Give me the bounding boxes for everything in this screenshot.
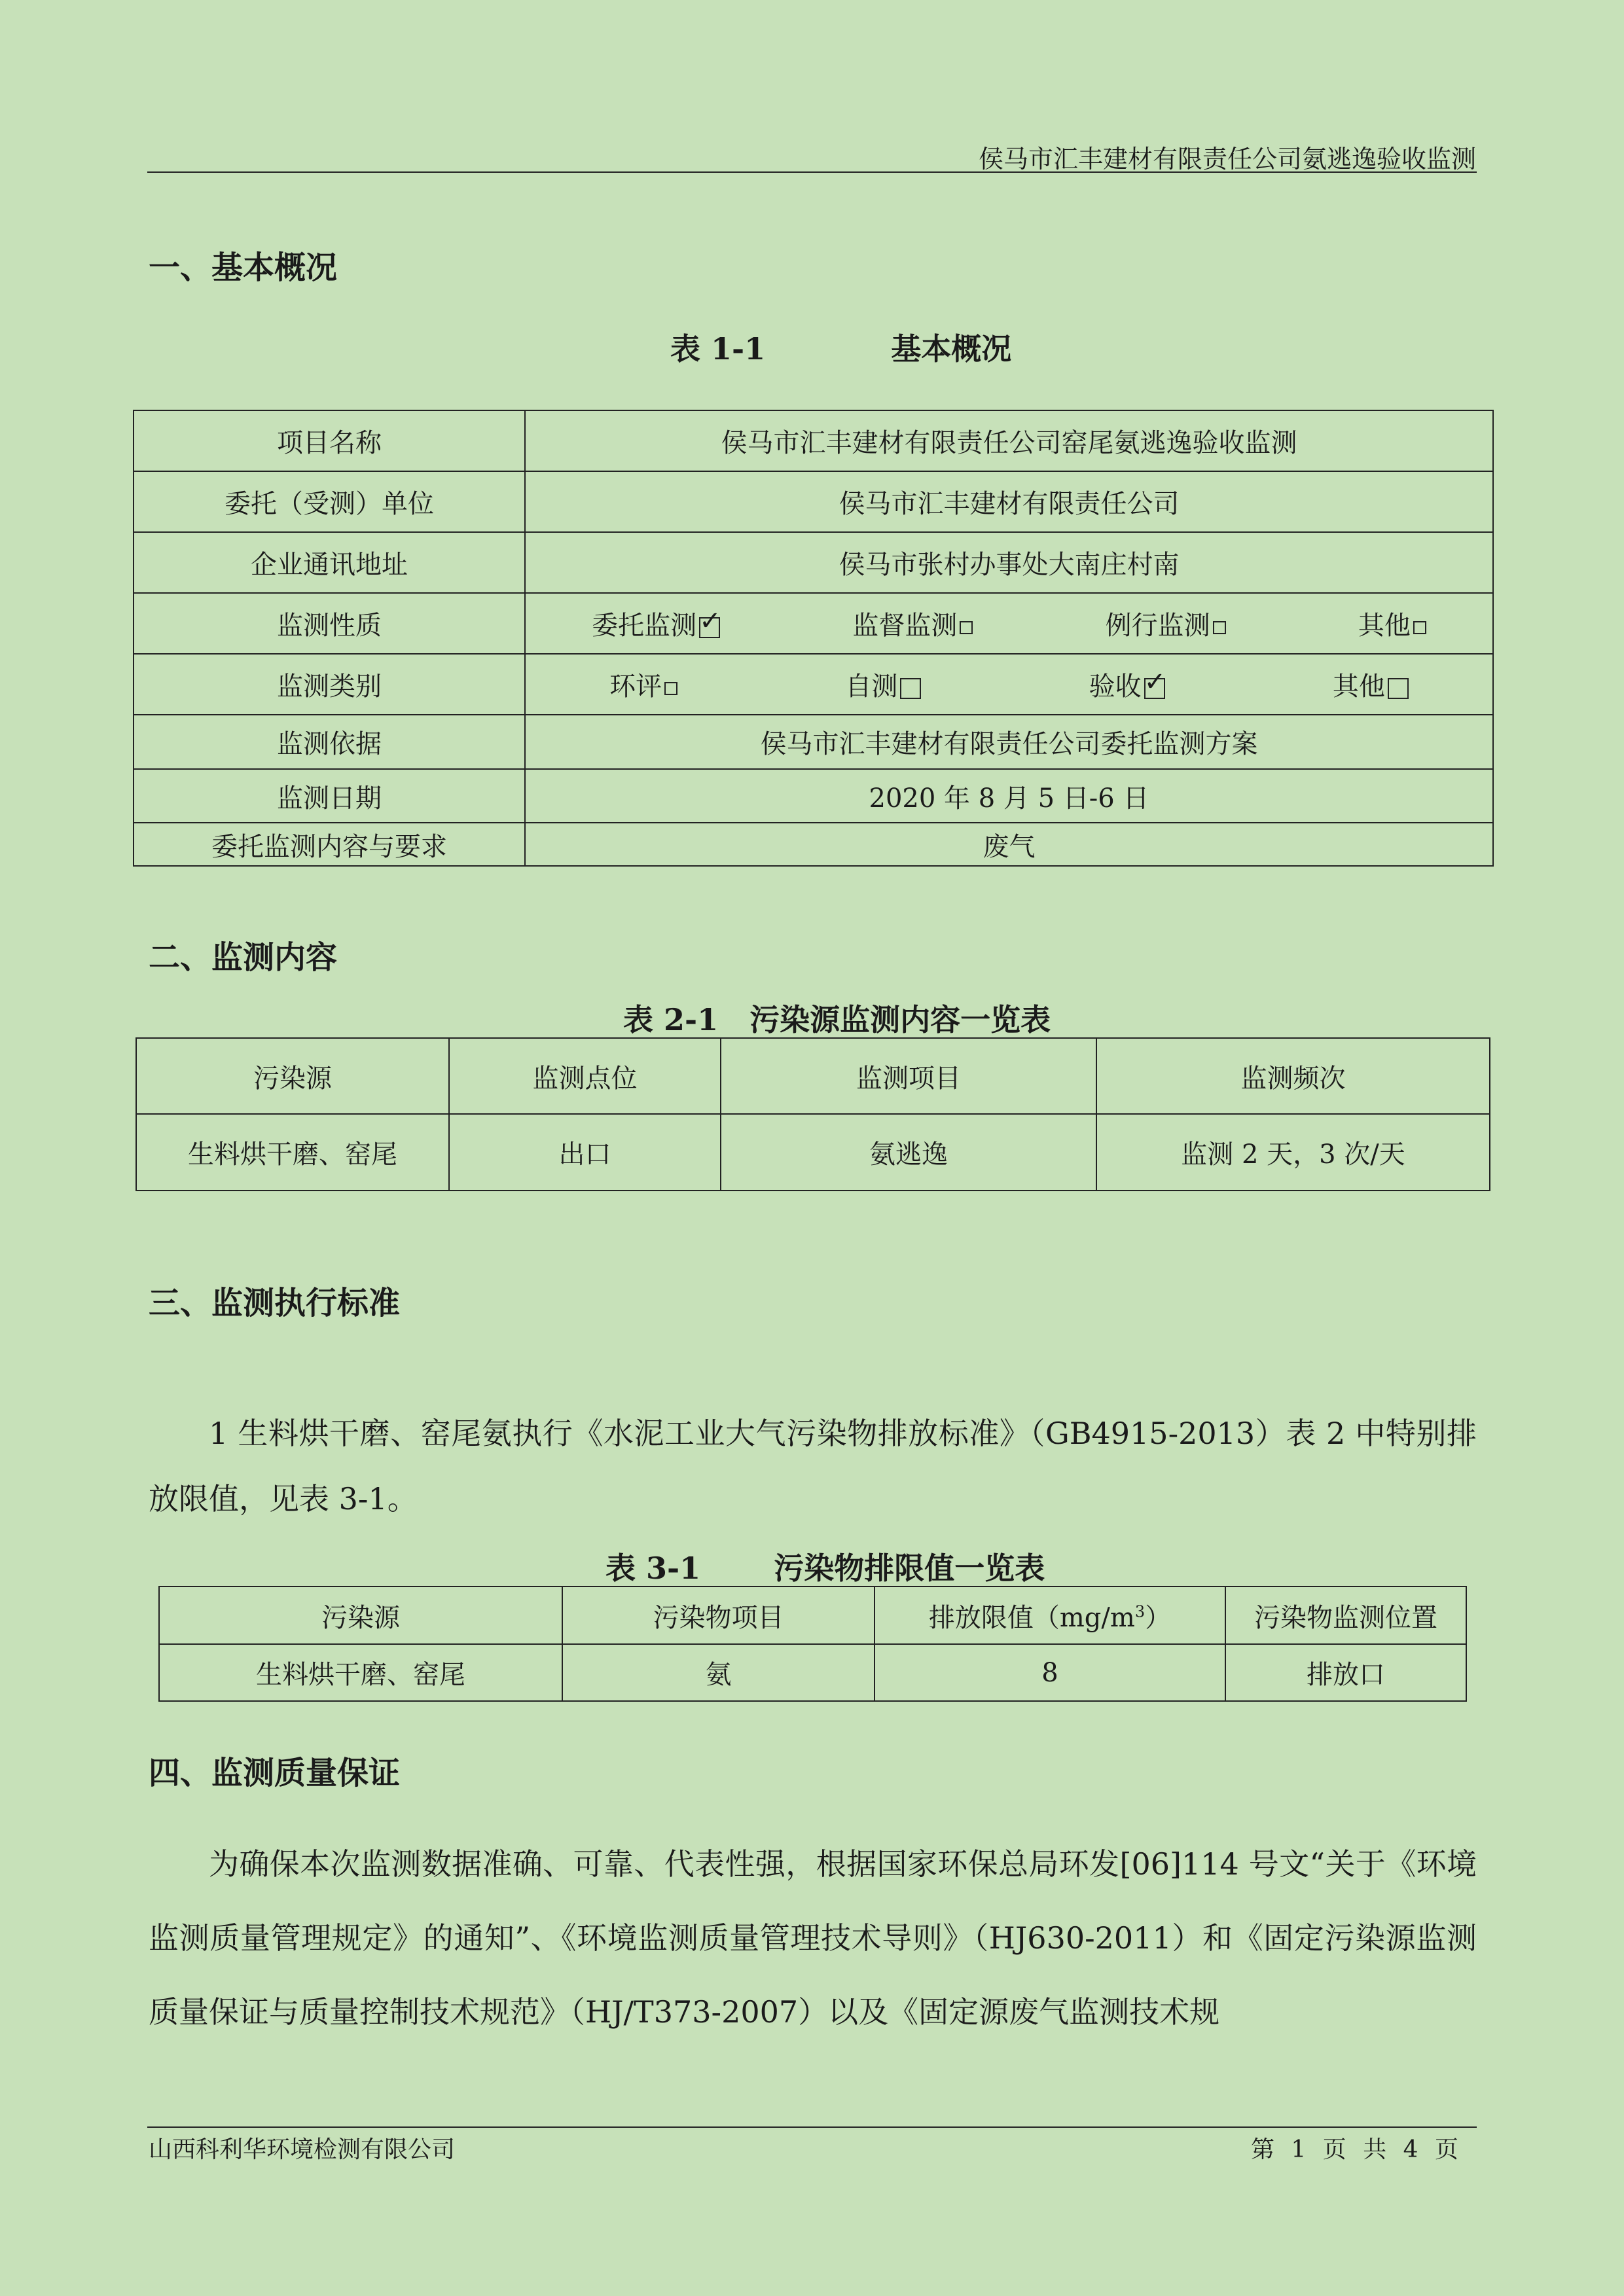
table-row [134, 593, 1493, 654]
option-self-test[interactable]: 自测 [845, 666, 921, 703]
row-value: 侯马市汇丰建材有限责任公司窑尾氨逃逸验收监测 [525, 410, 1493, 471]
table-row [159, 1644, 1466, 1701]
table-row [134, 769, 1493, 823]
column-header: 排放限值$(mg/m^3)$ [875, 1587, 1225, 1644]
running-header: 侯马市汇丰建材有限责任公司氨逃逸验收监测 [978, 145, 1476, 173]
checkbox-icon[interactable] [1413, 621, 1426, 634]
table-2-1-caption: 表 2-1 污染源监测内容一览表 [623, 1002, 1051, 1037]
row-label: 委托监测内容与要求 [134, 823, 525, 866]
footer-company: 山西科利华环境检测有限公司 [149, 2136, 456, 2163]
option-acceptance[interactable]: 验收 ✓ [1089, 667, 1166, 702]
column-header: 监测点位 [449, 1038, 721, 1114]
table-cell: 氨逃逸 [721, 1114, 1096, 1191]
row-value: 侯马市张村办事处大南庄村南 [525, 532, 1493, 593]
checkbox-icon[interactable] [960, 621, 973, 634]
table-row [134, 410, 1493, 471]
checkbox-checked-icon[interactable]: ✓ [699, 617, 720, 638]
page-number: 第 1 页 共 4 页 [1250, 2136, 1458, 2163]
table-header-row [136, 1038, 1490, 1114]
monitoring-content-table [135, 1037, 1490, 1191]
column-header: 污染源 [136, 1038, 449, 1114]
row-label: 项目名称 [134, 410, 525, 471]
row-value: 侯马市汇丰建材有限责任公司委托监测方案 [525, 715, 1493, 769]
nature-options [525, 593, 1493, 654]
table-row [134, 715, 1493, 769]
checkbox-icon[interactable] [664, 682, 677, 695]
section-2-heading: 二、监测内容 [149, 939, 338, 976]
header-rule [147, 171, 1477, 173]
table-cell: 8 [875, 1644, 1225, 1701]
row-value: 2020 年 8 月 5 日-6 日 [525, 769, 1493, 823]
column-header: 监测项目 [721, 1038, 1096, 1114]
basic-info-table [133, 410, 1494, 867]
row-label: 监测类别 [134, 654, 525, 715]
column-header: 污染物监测位置 [1225, 1587, 1466, 1644]
table-1-1-caption: 表 1-1 基本概况 [670, 331, 1012, 367]
option-entrusted[interactable]: 委托监测 ✓ [592, 606, 721, 641]
table-cell: 生料烘干磨、窑尾 [159, 1644, 562, 1701]
table-row [134, 532, 1493, 593]
table-cell: 排放口 [1225, 1644, 1466, 1701]
table-3-1-caption: 表 3-1 污染物排限值一览表 [605, 1551, 1045, 1586]
section-3-heading: 三、监测执行标准 [149, 1285, 401, 1321]
section-4-heading: 四、监测质量保证 [149, 1755, 401, 1791]
section-4-paragraph: 为确保本次监测数据准确、可靠、代表性强，根据国家环保总局环发[06]114 号文“关于《环境监测质量管理规定》的通知”、《环境监测质量管理技术导则》（HJ630-2011）和《固定污染源监测质量保证与质量控制技术规范》（HJ/T373-2007）以及《固定源废气监测技术规 [149, 1846, 1477, 2030]
option-supervision[interactable]: 监督监测 [852, 605, 973, 642]
row-label: 企业通讯地址 [134, 532, 525, 593]
option-eia[interactable]: 环评 [609, 666, 677, 703]
table-row [136, 1114, 1490, 1191]
row-value: 侯马市汇丰建材有限责任公司 [525, 471, 1493, 532]
emission-limit-table [158, 1586, 1467, 1702]
row-value: 废气 [525, 823, 1493, 866]
row-label: 监测依据 [134, 715, 525, 769]
footer-rule [147, 2126, 1477, 2128]
row-label: 委托（受测）单位 [134, 471, 525, 532]
option-other-category[interactable]: 其他 [1333, 666, 1409, 703]
column-header: 污染物项目 [562, 1587, 875, 1644]
category-options [525, 654, 1493, 715]
column-header: 污染源 [159, 1587, 562, 1644]
checkbox-checked-icon[interactable]: ✓ [1144, 678, 1165, 699]
table-cell: 氨 [562, 1644, 875, 1701]
option-routine[interactable]: 例行监测 [1106, 605, 1226, 642]
table-row [134, 654, 1493, 715]
row-label: 监测日期 [134, 769, 525, 823]
checkbox-icon[interactable] [900, 678, 921, 699]
section-3-paragraph: 1 生料烘干磨、窑尾氨执行《水泥工业大气污染物排放标准》（GB4915-2013）表 2 中特别排放限值，见表 3-1。 [149, 1416, 1477, 1516]
table-cell: 出口 [449, 1114, 721, 1191]
section-1-heading: 一、基本概况 [149, 249, 338, 286]
table-row [134, 471, 1493, 532]
table-header-row [159, 1587, 1466, 1644]
row-label: 监测性质 [134, 593, 525, 654]
table-cell: 监测 2 天，3 次/天 [1096, 1114, 1490, 1191]
checkbox-icon[interactable] [1213, 621, 1226, 634]
table-row [134, 823, 1493, 866]
column-header: 监测频次 [1096, 1038, 1490, 1114]
table-cell: 生料烘干磨、窑尾 [136, 1114, 449, 1191]
option-other[interactable]: 其他 [1358, 605, 1426, 642]
checkbox-icon[interactable] [1388, 678, 1409, 699]
